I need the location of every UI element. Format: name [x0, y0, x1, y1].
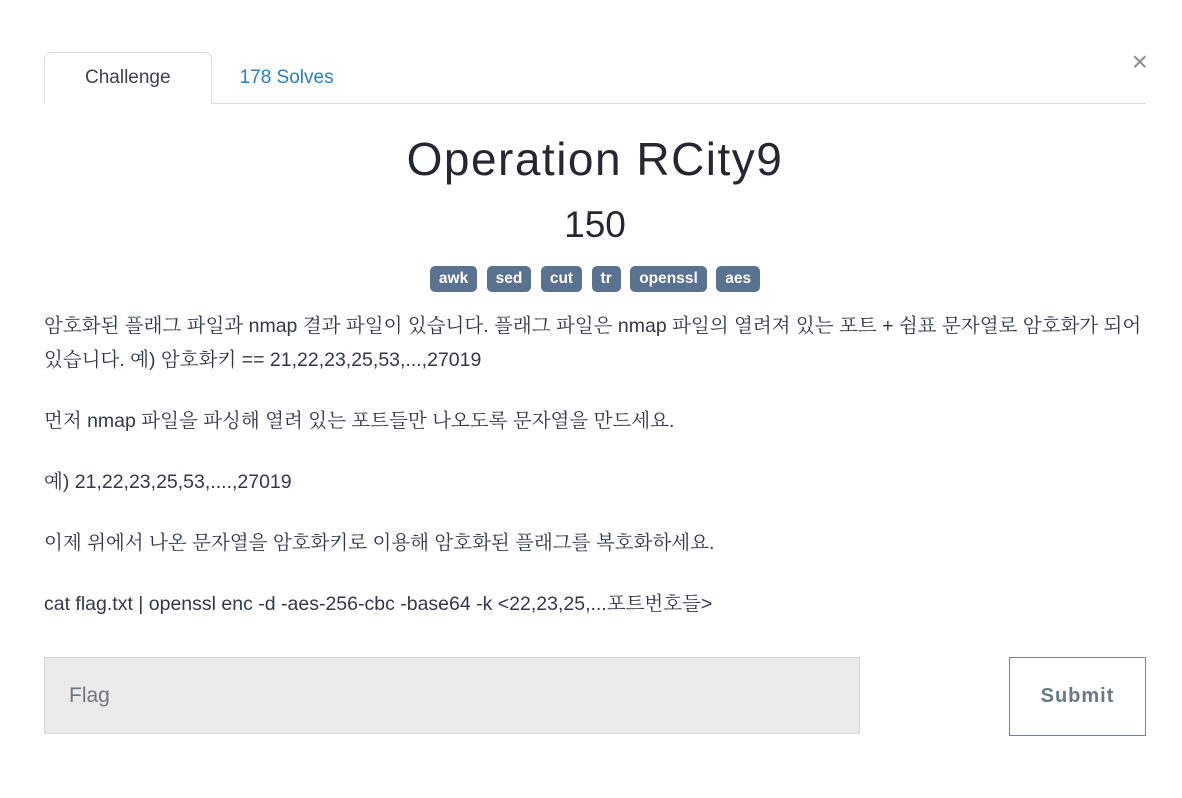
- tag-badge: tr: [592, 266, 621, 292]
- challenge-description: [44, 309, 1146, 621]
- submit-button[interactable]: Submit: [1009, 657, 1146, 736]
- challenge-title: Operation RCity9: [406, 133, 784, 185]
- description-paragraph: 이제 위에서 나온 문자열을 암호화키로 이용해 암호화된 플래그를 복호화하세요.: [44, 532, 715, 555]
- challenge-tabs: [44, 52, 1146, 104]
- tag-badge: openssl: [630, 266, 707, 292]
- tag-badge: awk: [430, 266, 477, 292]
- tag-badge: cut: [541, 266, 582, 292]
- flag-submit-row: [44, 657, 1146, 736]
- tag-row: [44, 266, 1146, 292]
- tab-challenge[interactable]: Challenge: [44, 52, 212, 104]
- tab-solves[interactable]: 178 Solves: [239, 66, 334, 88]
- tag-badge: aes: [716, 266, 760, 292]
- challenge-points: 150: [564, 204, 626, 245]
- flag-input[interactable]: [44, 657, 860, 734]
- description-paragraph: 먼저 nmap 파일을 파싱해 열려 있는 포트들만 나오도록 문자열을 만드세요.: [44, 410, 675, 433]
- description-paragraph: 암호화된 플래그 파일과 nmap 결과 파일이 있습니다. 플래그 파일은 nmap 파일의 열려져 있는 포트 + 쉼표 문자열로 암호화가 되어 있습니다. 예) 암호화키 == 21,22,23,25,53,...,27019: [44, 315, 1142, 372]
- tag-badge: sed: [487, 266, 532, 292]
- description-paragraph: 예) 21,22,23,25,53,....,27019: [44, 471, 292, 494]
- close-icon[interactable]: ×: [1131, 46, 1148, 77]
- description-paragraph: cat flag.txt | openssl enc -d -aes-256-cbc -base64 -k <22,23,25,...포트번호들>: [44, 593, 713, 616]
